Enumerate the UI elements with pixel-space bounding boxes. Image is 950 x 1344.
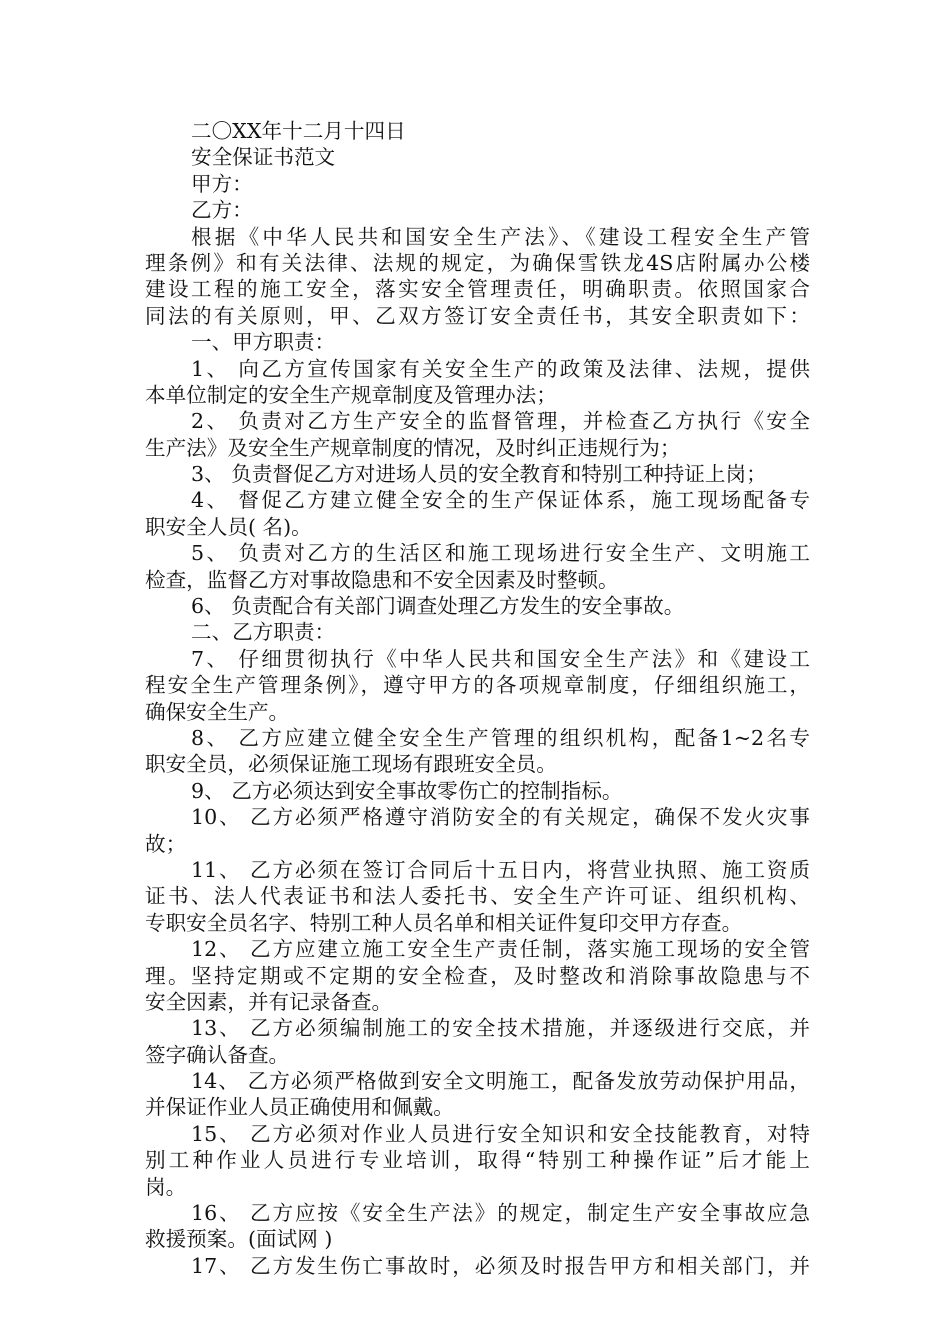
document-date: 二〇XX年十二月十四日 — [191, 119, 406, 143]
text-line: 别工种作业人员进行专业培训，取得“特别工种操作证”后才能上 — [145, 1148, 810, 1173]
text-line: 10、 乙方必须严格遵守消防安全的有关规定，确保不发火灾事 — [191, 805, 810, 830]
text-line: 11、 乙方必须在签订合同后十五日内，将营业执照、施工资质 — [191, 857, 810, 882]
text-line: 证书、法人代表证书和法人委托书、安全生产许可证、组织机构、 — [145, 884, 810, 909]
text-line: 17、 乙方发生伤亡事故时，必须及时报告甲方和相关部门，并 — [191, 1253, 810, 1278]
text-line: 建设工程的施工安全，落实安全管理责任，明确职责。依照国家合 — [145, 277, 810, 302]
text-line: 程安全生产管理条例》，遵守甲方的各项规章制度，仔细组织施工， — [145, 673, 810, 698]
text-line: 8、 乙方应建立健全安全生产管理的组织机构，配备1~2名专 — [191, 725, 810, 750]
text-line: 一、甲方职责： — [191, 330, 336, 355]
text-line: 根据《中华人民共和国安全生产法》、《建设工程安全生产管 — [191, 224, 810, 249]
text-line: 13、 乙方必须编制施工的安全技术措施，并逐级进行交底，并 — [191, 1016, 810, 1041]
text-line: 9、 乙方必须达到安全事故零伤亡的控制指标。 — [191, 778, 623, 803]
text-line: 14、 乙方必须严格做到安全文明施工，配备发放劳动保护用品， — [191, 1069, 810, 1094]
text-line: 生产法》及安全生产规章制度的情况，及时纠正违规行为； — [145, 435, 681, 460]
document-body — [145, 224, 810, 1280]
text-line: 救援预案。(面试网 ) — [145, 1227, 333, 1252]
text-line: 7、 仔细贯彻执行《中华人民共和国安全生产法》和《建设工 — [191, 646, 810, 671]
text-line: 职安全员，必须保证施工现场有跟班安全员。 — [145, 752, 557, 777]
text-line: 并保证作业人员正确使用和佩戴。 — [145, 1095, 454, 1120]
text-line: 职安全人员( 名)。 — [145, 514, 312, 539]
text-line: 检查，监督乙方对事故隐患和不安全因素及时整顿。 — [145, 567, 619, 592]
text-line: 6、 负责配合有关部门调查处理乙方发生的安全事故。 — [191, 594, 685, 619]
text-line: 专职安全员名字、特别工种人员名单和相关证件复印交甲方存查。 — [145, 910, 743, 935]
text-line: 安全因素，并有记录备查。 — [145, 989, 393, 1014]
document-title: 安全保证书范文 — [191, 145, 336, 170]
party-b-label: 乙方： — [191, 198, 253, 223]
text-line: 1、 向乙方宣传国家有关安全生产的政策及法律、法规，提供 — [191, 356, 810, 381]
text-line: 12、 乙方应建立施工安全生产责任制，落实施工现场的安全管 — [191, 937, 810, 962]
text-line: 岗。 — [145, 1174, 187, 1199]
text-line: 理。坚持定期或不定期的安全检查，及时整改和消除事故隐患与不 — [145, 963, 810, 988]
text-line: 确保安全生产。 — [145, 699, 290, 724]
text-line: 同法的有关原则，甲、乙双方签订安全责任书，其安全职责如下： — [145, 303, 810, 328]
text-line: 16、 乙方应按《安全生产法》的规定，制定生产安全事故应急 — [191, 1201, 810, 1226]
text-line: 理条例》和有关法律、法规的规定，为确保雪铁龙4S店附属办公楼 — [145, 250, 810, 275]
party-a-label: 甲方： — [191, 171, 253, 196]
text-line: 3、 负责督促乙方对进场人员的安全教育和特别工种持证上岗； — [191, 462, 767, 487]
text-line: 二、乙方职责： — [191, 620, 336, 645]
text-line: 故； — [145, 831, 187, 856]
text-line: 2、 负责对乙方生产安全的监督管理，并检查乙方执行《安全 — [191, 409, 810, 434]
text-line: 5、 负责对乙方的生活区和施工现场进行安全生产、文明施工 — [191, 541, 810, 566]
text-line: 15、 乙方必须对作业人员进行安全知识和安全技能教育，对特 — [191, 1121, 810, 1146]
document-page — [145, 118, 810, 1279]
text-line: 本单位制定的安全生产规章制度及管理办法； — [145, 382, 557, 407]
text-line: 4、 督促乙方建立健全安全的生产保证体系，施工现场配备专 — [191, 488, 810, 513]
text-line: 签字确认备查。 — [145, 1042, 290, 1067]
